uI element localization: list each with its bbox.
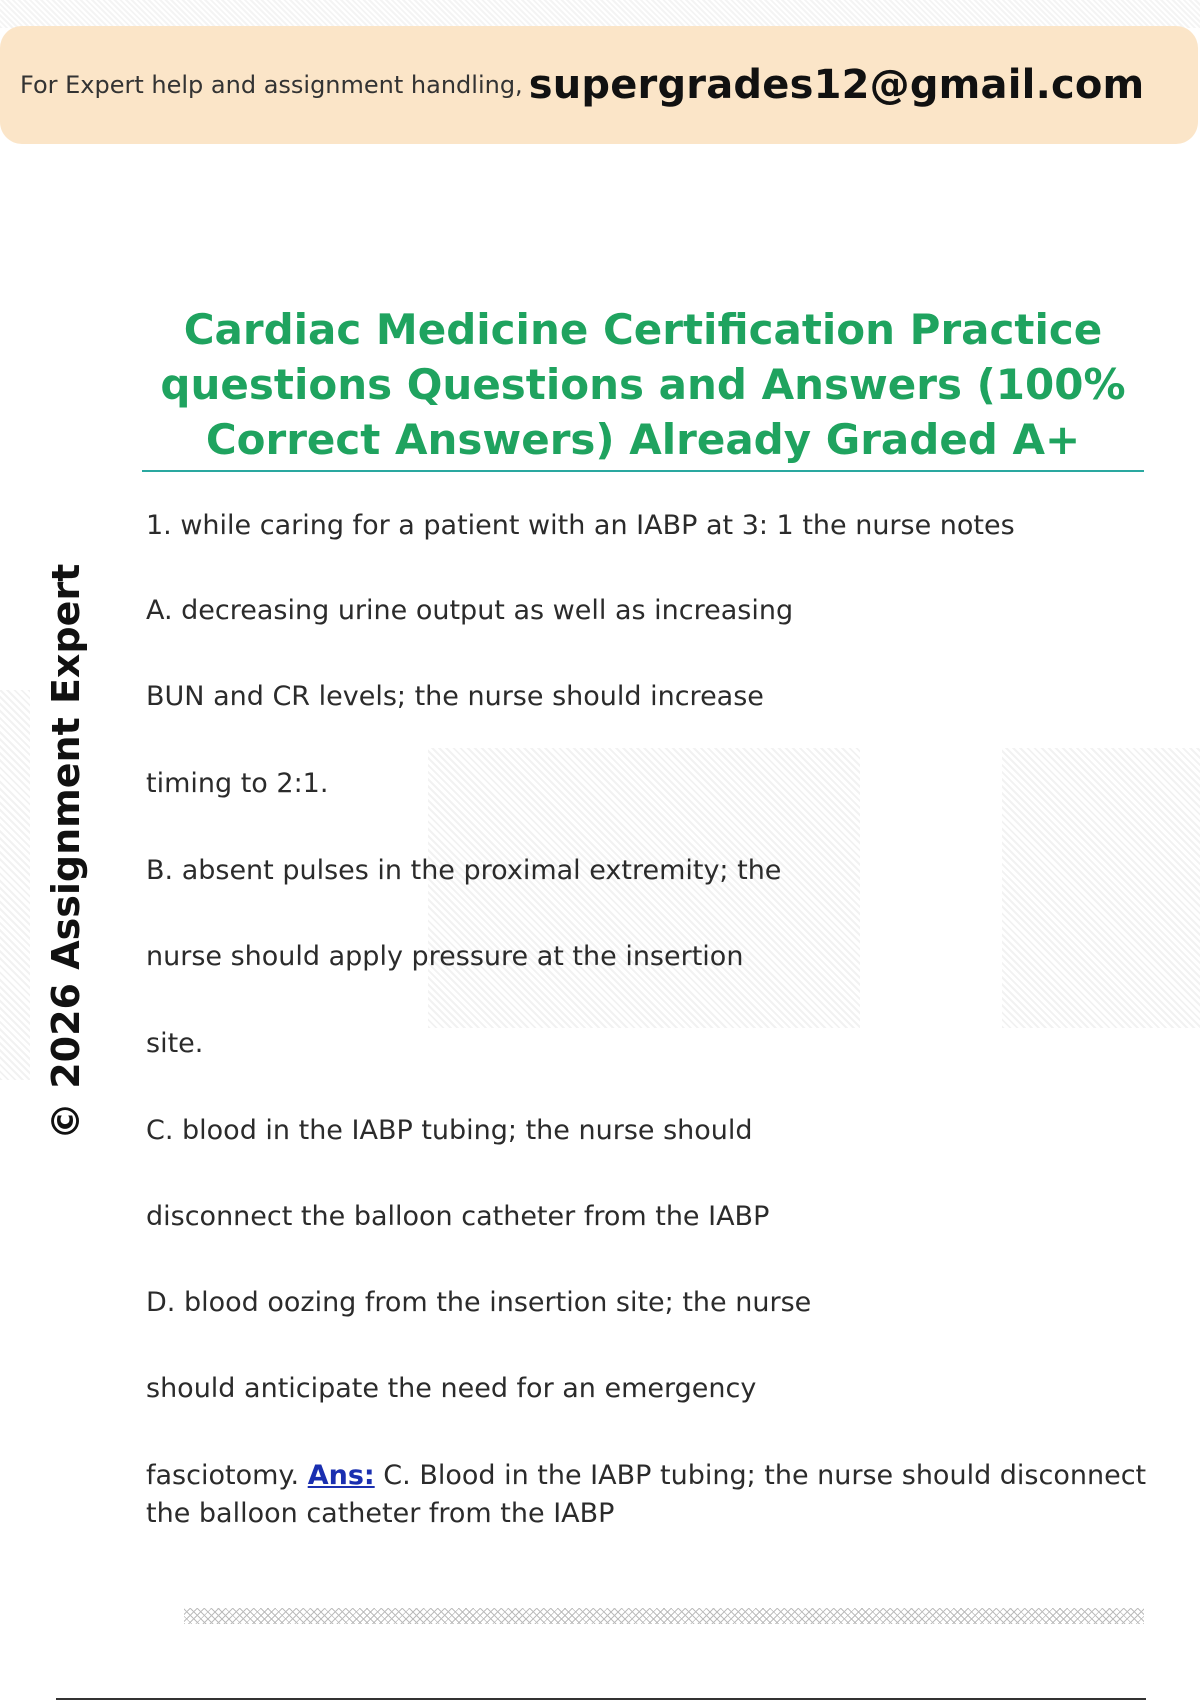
contact-banner	[0, 26, 1198, 144]
answer-text: C. Blood in the IABP tubing; the nurse should disconnect	[383, 1460, 1147, 1491]
option-line: B. absent pulses in the proximal extremity; the	[146, 855, 782, 886]
answer-line	[146, 1460, 1146, 1491]
option-line: timing to 2:1.	[146, 768, 329, 799]
option-line: D. blood oozing from the insertion site; the nurse	[146, 1287, 812, 1318]
zigzag-divider	[184, 1608, 1144, 1624]
option-line: A. decreasing urine output as well as increasing	[146, 595, 794, 626]
hatch-pattern-right	[1002, 748, 1200, 1028]
option-line: site.	[146, 1028, 204, 1059]
option-line: should anticipate the need for an emergency	[146, 1373, 757, 1404]
banner-email[interactable]: supergrades12@gmail.com	[528, 62, 1145, 108]
option-line: BUN and CR levels; the nurse should increase	[146, 681, 764, 712]
last-line-prefix: fasciotomy.	[146, 1460, 300, 1491]
copyright-watermark: © 2026 Assignment Expert	[44, 563, 88, 1140]
answer-continuation: the balloon catheter from the IABP	[146, 1498, 615, 1529]
hatch-pattern-middle	[428, 748, 860, 1028]
option-line: C. blood in the IABP tubing; the nurse should	[146, 1115, 753, 1146]
hatch-pattern-left	[0, 690, 30, 1080]
answer-label: Ans:	[307, 1460, 375, 1491]
title-underline	[142, 470, 1144, 472]
top-hatch-pattern	[0, 0, 1200, 28]
banner-text: For Expert help and assignment handling,	[20, 71, 523, 99]
document-title: Cardiac Medicine Certification Practice questions Questions and Answers (100% Correct Answers) Already Graded A+	[160, 305, 1126, 464]
question-stem: 1. while caring for a patient with an IABP at 3: 1 the nurse notes	[146, 510, 1015, 541]
option-line: nurse should apply pressure at the insertion	[146, 941, 744, 972]
option-line: disconnect the balloon catheter from the IABP	[146, 1201, 770, 1232]
